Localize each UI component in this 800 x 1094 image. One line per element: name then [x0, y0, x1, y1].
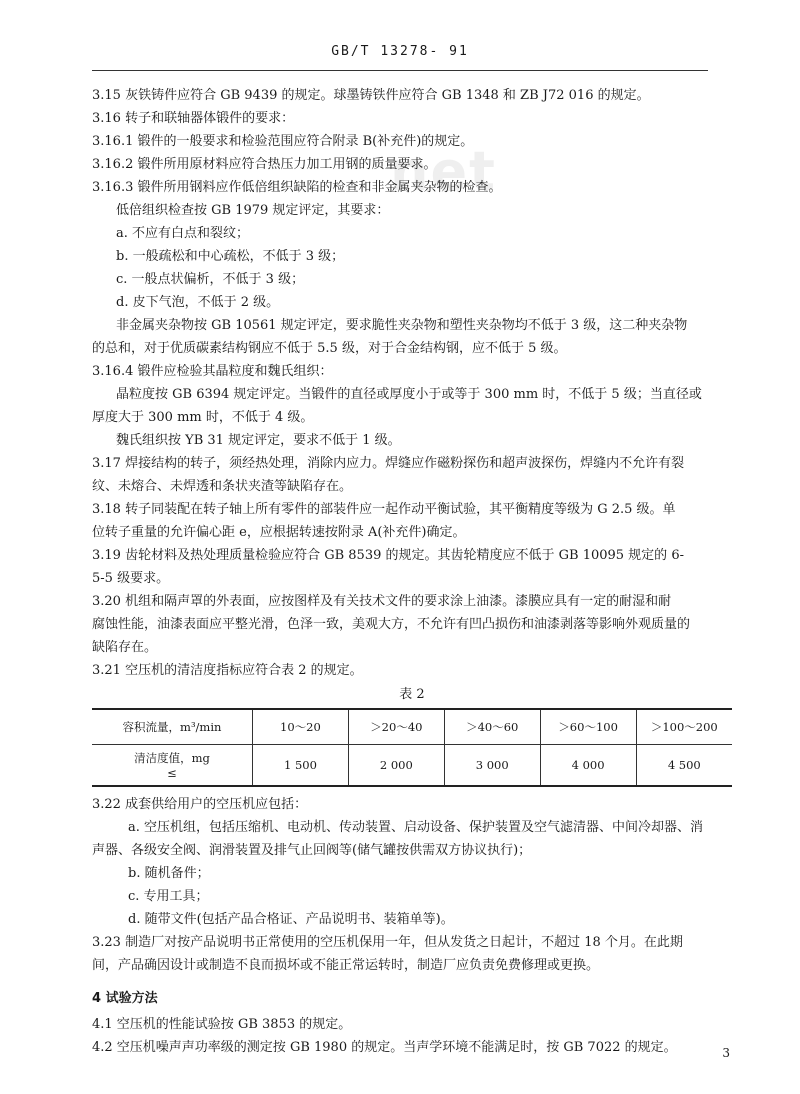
- clause-3-20: 3.20 机组和隔声罩的外表面，应按图样及有关技术文件的要求涂上油漆。漆膜应具有一定的耐湿和耐: [92, 594, 672, 609]
- paragraph-line: 纹、未熔合、未焊透和条状夹渣等缺陷存在。: [92, 479, 353, 494]
- list-item-d: d. 随带文件(包括产品合格证、产品说明书、装箱单等)。: [128, 912, 454, 927]
- row-label-symbol: ≤: [167, 766, 177, 780]
- table-cell: 2 000: [348, 745, 444, 787]
- watermark: net: [390, 140, 497, 203]
- standard-code-header: GB/T 13278- 91: [331, 44, 469, 59]
- table-caption: 表 2: [399, 687, 425, 702]
- paragraph-line: 位转子重量的允许偏心距 e，应根据转速按附录 A(补充件)确定。: [92, 525, 466, 540]
- paragraph-line: 5-5 级要求。: [92, 571, 170, 586]
- table-cell: 4 000: [540, 745, 636, 787]
- paragraph-line: 的总和，对于优质碳素结构钢应不低于 5.5 级，对于合金结构钢，应不低于 5 级。: [92, 341, 567, 356]
- row-label-text: 清洁度值，mg: [134, 751, 210, 765]
- body-text: [92, 84, 732, 1059]
- paragraph-line: 腐蚀性能，油漆表面应平整光滑，色泽一致，美观大方，不允许有凹凸损伤和油漆剥落等影响外观质量的: [92, 617, 691, 632]
- table-cell: 1 500: [253, 745, 349, 787]
- table-header-label: 容积流量，m³/min: [92, 709, 253, 745]
- page-number: 3: [722, 1046, 730, 1060]
- clause-3-16-3: 3.16.3 锻件所用钢料应作低倍组织缺陷的检查和非金属夹杂物的检查。: [92, 180, 502, 195]
- table-header-cell: ＞40～60: [444, 709, 540, 745]
- paragraph-line: 缺陷存在。: [92, 640, 158, 655]
- clause-3-23: 3.23 制造厂对按产品说明书正常使用的空压机保用一年，但从发货之日起计，不超过 18 个月。在此期: [92, 935, 683, 950]
- table-row: [92, 745, 732, 787]
- paragraph-line: 低倍组织检查按 GB 1979 规定评定，其要求：: [116, 203, 390, 218]
- clause-3-21: 3.21 空压机的清洁度指标应符合表 2 的规定。: [92, 663, 363, 678]
- list-item-a: a. 不应有白点和裂纹；: [116, 226, 250, 241]
- clause-3-16-2: 3.16.2 锻件所用原材料应符合热压力加工用钢的质量要求。: [92, 157, 437, 172]
- paragraph-line: 间，产品确因设计或制造不良而损坏或不能正常运转时，制造厂应负责免费修理或更换。: [92, 958, 600, 973]
- clause-3-15: 3.15 灰铁铸件应符合 GB 9439 的规定。球墨铸铁件应符合 GB 1348 和 ZB J72 016 的规定。: [92, 88, 650, 103]
- cleanliness-table: [92, 708, 732, 787]
- clause-3-18: 3.18 转子同装配在转子轴上所有零件的部装件应一起作动平衡试验，其平衡精度等级为 G 2.5 级。单: [92, 502, 676, 517]
- clause-3-16: 3.16 转子和联轴器体锻件的要求：: [92, 111, 295, 126]
- clause-3-22: 3.22 成套供给用户的空压机应包括：: [92, 797, 308, 812]
- clause-4-1: 4.1 空压机的性能试验按 GB 3853 的规定。: [92, 1017, 352, 1032]
- table-cell: 3 000: [444, 745, 540, 787]
- table-row-label: [92, 745, 253, 787]
- list-item-d: d. 皮下气泡，不低于 2 级。: [116, 295, 280, 310]
- clause-3-16-1: 3.16.1 锻件的一般要求和检验范围应符合附录 B(补充件)的规定。: [92, 134, 474, 149]
- list-item-a: a. 空压机组，包括压缩机、电动机、传动装置、启动设备、保护装置及空气滤清器、中间冷却器、消: [128, 820, 704, 835]
- section-heading-test-methods: 4 试验方法: [92, 991, 158, 1006]
- clause-3-17: 3.17 焊接结构的转子，须经热处理，消除内应力。焊缝应作磁粉探伤和超声波探伤，焊缝内不允许有裂: [92, 456, 685, 471]
- paragraph-line: 厚度大于 300 mm 时，不低于 4 级。: [92, 410, 314, 425]
- paragraph-line: 晶粒度按 GB 6394 规定评定。当锻件的直径或厚度小于或等于 300 mm 时，不低于 5 级；当直径或: [116, 387, 702, 402]
- clause-3-19: 3.19 齿轮材料及热处理质量检验应符合 GB 8539 的规定。其齿轮精度应不低于 GB 10095 规定的 6-: [92, 548, 684, 563]
- paragraph-line: 魏氏组织按 YB 31 规定评定，要求不低于 1 级。: [116, 433, 401, 448]
- list-item-b: b. 随机备件；: [128, 866, 210, 881]
- table-header-cell: ＞100～200: [636, 709, 732, 745]
- header-rule: [92, 70, 708, 71]
- table-header-cell: ＞20～40: [348, 709, 444, 745]
- paragraph-line: 声器、各级安全阀、润滑装置及排气止回阀等(储气罐按供需双方协议执行)；: [92, 843, 532, 858]
- table-header-cell: 10～20: [253, 709, 349, 745]
- table-cell: 4 500: [636, 745, 732, 787]
- clause-4-2: 4.2 空压机噪声声功率级的测定按 GB 1980 的规定。当声学环境不能满足时，按 GB 7022 的规定。: [92, 1040, 677, 1055]
- clause-3-16-4: 3.16.4 锻件应检验其晶粒度和魏氏组织：: [92, 364, 333, 379]
- table-header-row: [92, 709, 732, 745]
- list-item-c: c. 专用工具；: [128, 889, 209, 904]
- list-item-c: c. 一般点状偏析，不低于 3 级；: [116, 272, 305, 287]
- table-header-cell: ＞60～100: [540, 709, 636, 745]
- paragraph-line: 非金属夹杂物按 GB 10561 规定评定，要求脆性夹杂物和塑性夹杂物均不低于 3 级，这二种夹杂物: [116, 318, 688, 333]
- list-item-b: b. 一般疏松和中心疏松，不低于 3 级；: [116, 249, 345, 264]
